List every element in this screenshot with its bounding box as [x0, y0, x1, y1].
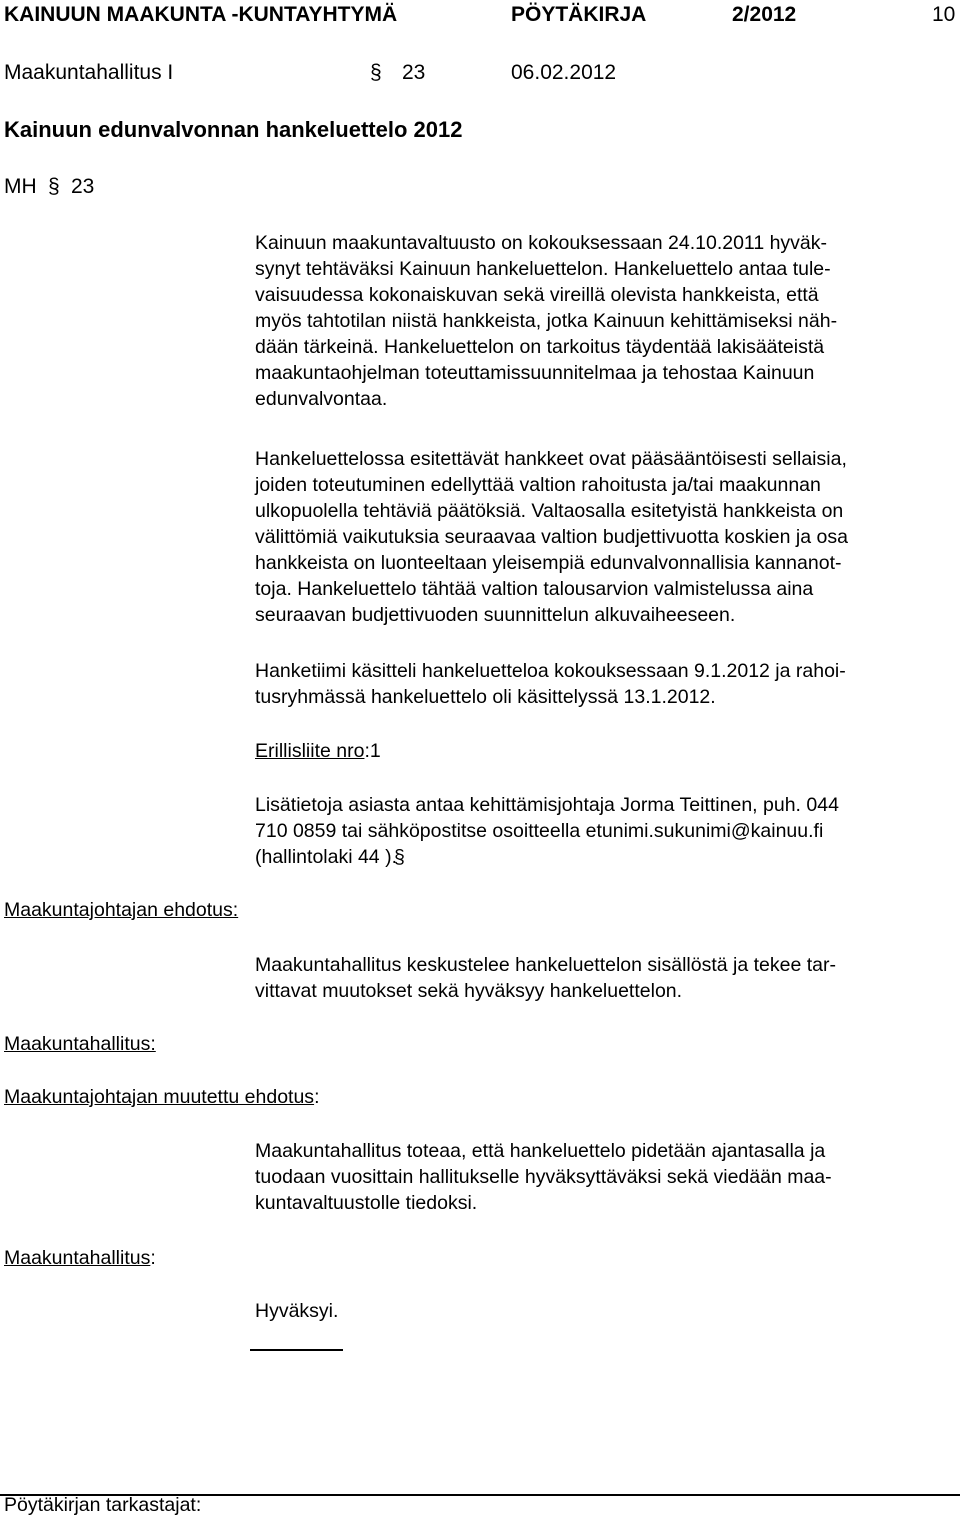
document-number: 2/2012: [732, 3, 797, 26]
reviewers-label: Pöytäkirjan tarkastajat:: [4, 1494, 202, 1516]
attachment-link[interactable]: Erillisliite nro: [255, 740, 365, 762]
amended-proposal-text: [255, 1138, 960, 1216]
section-sign-icon: §: [48, 175, 60, 198]
decision-text: Hyväksyi.: [255, 1300, 339, 1322]
text-line: Hanketiimi käsitteli hankeluetteloa kokouksessaan 9.1.2012 ja rahoi-: [255, 660, 846, 682]
text-line: Kainuun maakuntavaltuusto on kokouksessaan 24.10.2011 hyväk-: [255, 232, 828, 254]
attachment-reference: [255, 740, 381, 763]
text-line: toja. Hankeluettelo tähtää valtion talousarvion valmistelussa aina: [255, 578, 814, 600]
text-line: Hankeluettelossa esitettävät hankkeet ovat pääsääntöisesti sellaisia,: [255, 448, 847, 470]
text-line: myös tahtotilan niistä hankkeista, jotka Kainuun kehittämiseksi näh-: [255, 310, 838, 332]
text-line: ulkopuolella tehtäviä päätöksiä. Valtaosalla esitetyistä hankkeista on: [255, 500, 844, 522]
text-line: joiden toteutuminen edellyttää valtion rahoitusta ja/tai maakunnan: [255, 474, 821, 496]
organization-name: KAINUUN MAAKUNTA -KUNTAYHTYMÄ: [4, 3, 398, 26]
text-line: Maakuntahallitus keskustelee hankeluettelon sisällöstä ja tekee tar-: [255, 954, 837, 976]
text-line: maakuntaohjelman toteuttamissuunnitelmaa ja tehostaa Kainuun: [255, 362, 815, 384]
document-type: PÖYTÄKIRJA: [511, 3, 647, 26]
paragraph-projects: [255, 446, 960, 628]
decision-divider: [250, 1349, 343, 1351]
text-line: dään tärkeinä. Hankeluettelon on tarkoitus täydentää lakisääteistä: [255, 336, 825, 358]
board-label-2: Maakuntahallitus:: [4, 1247, 156, 1269]
text-line: kuntavaltuustolle tiedoksi.: [255, 1192, 478, 1214]
text-line: tuodaan vuosittain hallitukselle hyväksyttäväksi sekä viedään maa-: [255, 1166, 832, 1188]
text-line: Lisätietoja asiasta antaa kehittämisjohtaja Jorma Teittinen, puh. 044: [255, 794, 839, 816]
text-line: vittavat muutokset sekä hyväksyy hankeluettelon.: [255, 980, 683, 1002]
page-title: Kainuun edunvalvonnan hankeluettelo 2012: [4, 117, 463, 142]
contact-info: [255, 792, 960, 870]
meeting-body: Maakuntahallitus I: [4, 61, 174, 84]
proposal-label: Maakuntajohtajan ehdotus:: [4, 899, 239, 921]
text-line: tusryhmässä hankeluettelo oli käsittelyssä 13.1.2012.: [255, 686, 716, 708]
paragraph-background: [255, 230, 960, 412]
section-sign-icon: §: [394, 846, 405, 868]
board-label: Maakuntahallitus:: [4, 1033, 156, 1055]
text-line: synyt tehtäväksi Kainuun hankeluettelon. Hankeluettelo antaa tule-: [255, 258, 831, 280]
paragraph-processing: [255, 658, 960, 710]
section-number: 23: [402, 61, 426, 84]
meeting-date: 06.02.2012: [511, 61, 617, 84]
text-line: välittömiä vaikutuksia seuraavaa valtion budjettivuotta koskien ja osa: [255, 526, 848, 548]
attachment-number: :1: [364, 740, 381, 762]
text-line: Maakuntahallitus toteaa, että hankeluettelo pidetään ajantasalla ja: [255, 1140, 826, 1162]
text-line: seuraavan budjettivuoden suunnittelun alkuvaiheeseen.: [255, 604, 736, 626]
proposal-text: [255, 952, 960, 1004]
text-line: 710 0859 tai sähköpostitse osoitteella etunimi.sukunimi@kainuu.fi: [255, 820, 824, 842]
section-sign-icon: §: [370, 61, 382, 84]
reference-prefix: MH: [4, 175, 37, 198]
amended-proposal-label: Maakuntajohtajan muutettu ehdotus:: [4, 1086, 320, 1108]
page-number: 10: [932, 3, 956, 26]
text-line: hankkeista on luonteeltaan yleisempiä edunvalvonnallisia kannanot-: [255, 552, 842, 574]
text-line: edunvalvontaa.: [255, 388, 388, 410]
text-line: (hallintolaki 44 ).: [255, 846, 397, 868]
reference-number: 23: [71, 175, 95, 198]
text-line: vaisuudessa kokonaiskuvan sekä vireillä olevista hankkeista, että: [255, 284, 819, 306]
